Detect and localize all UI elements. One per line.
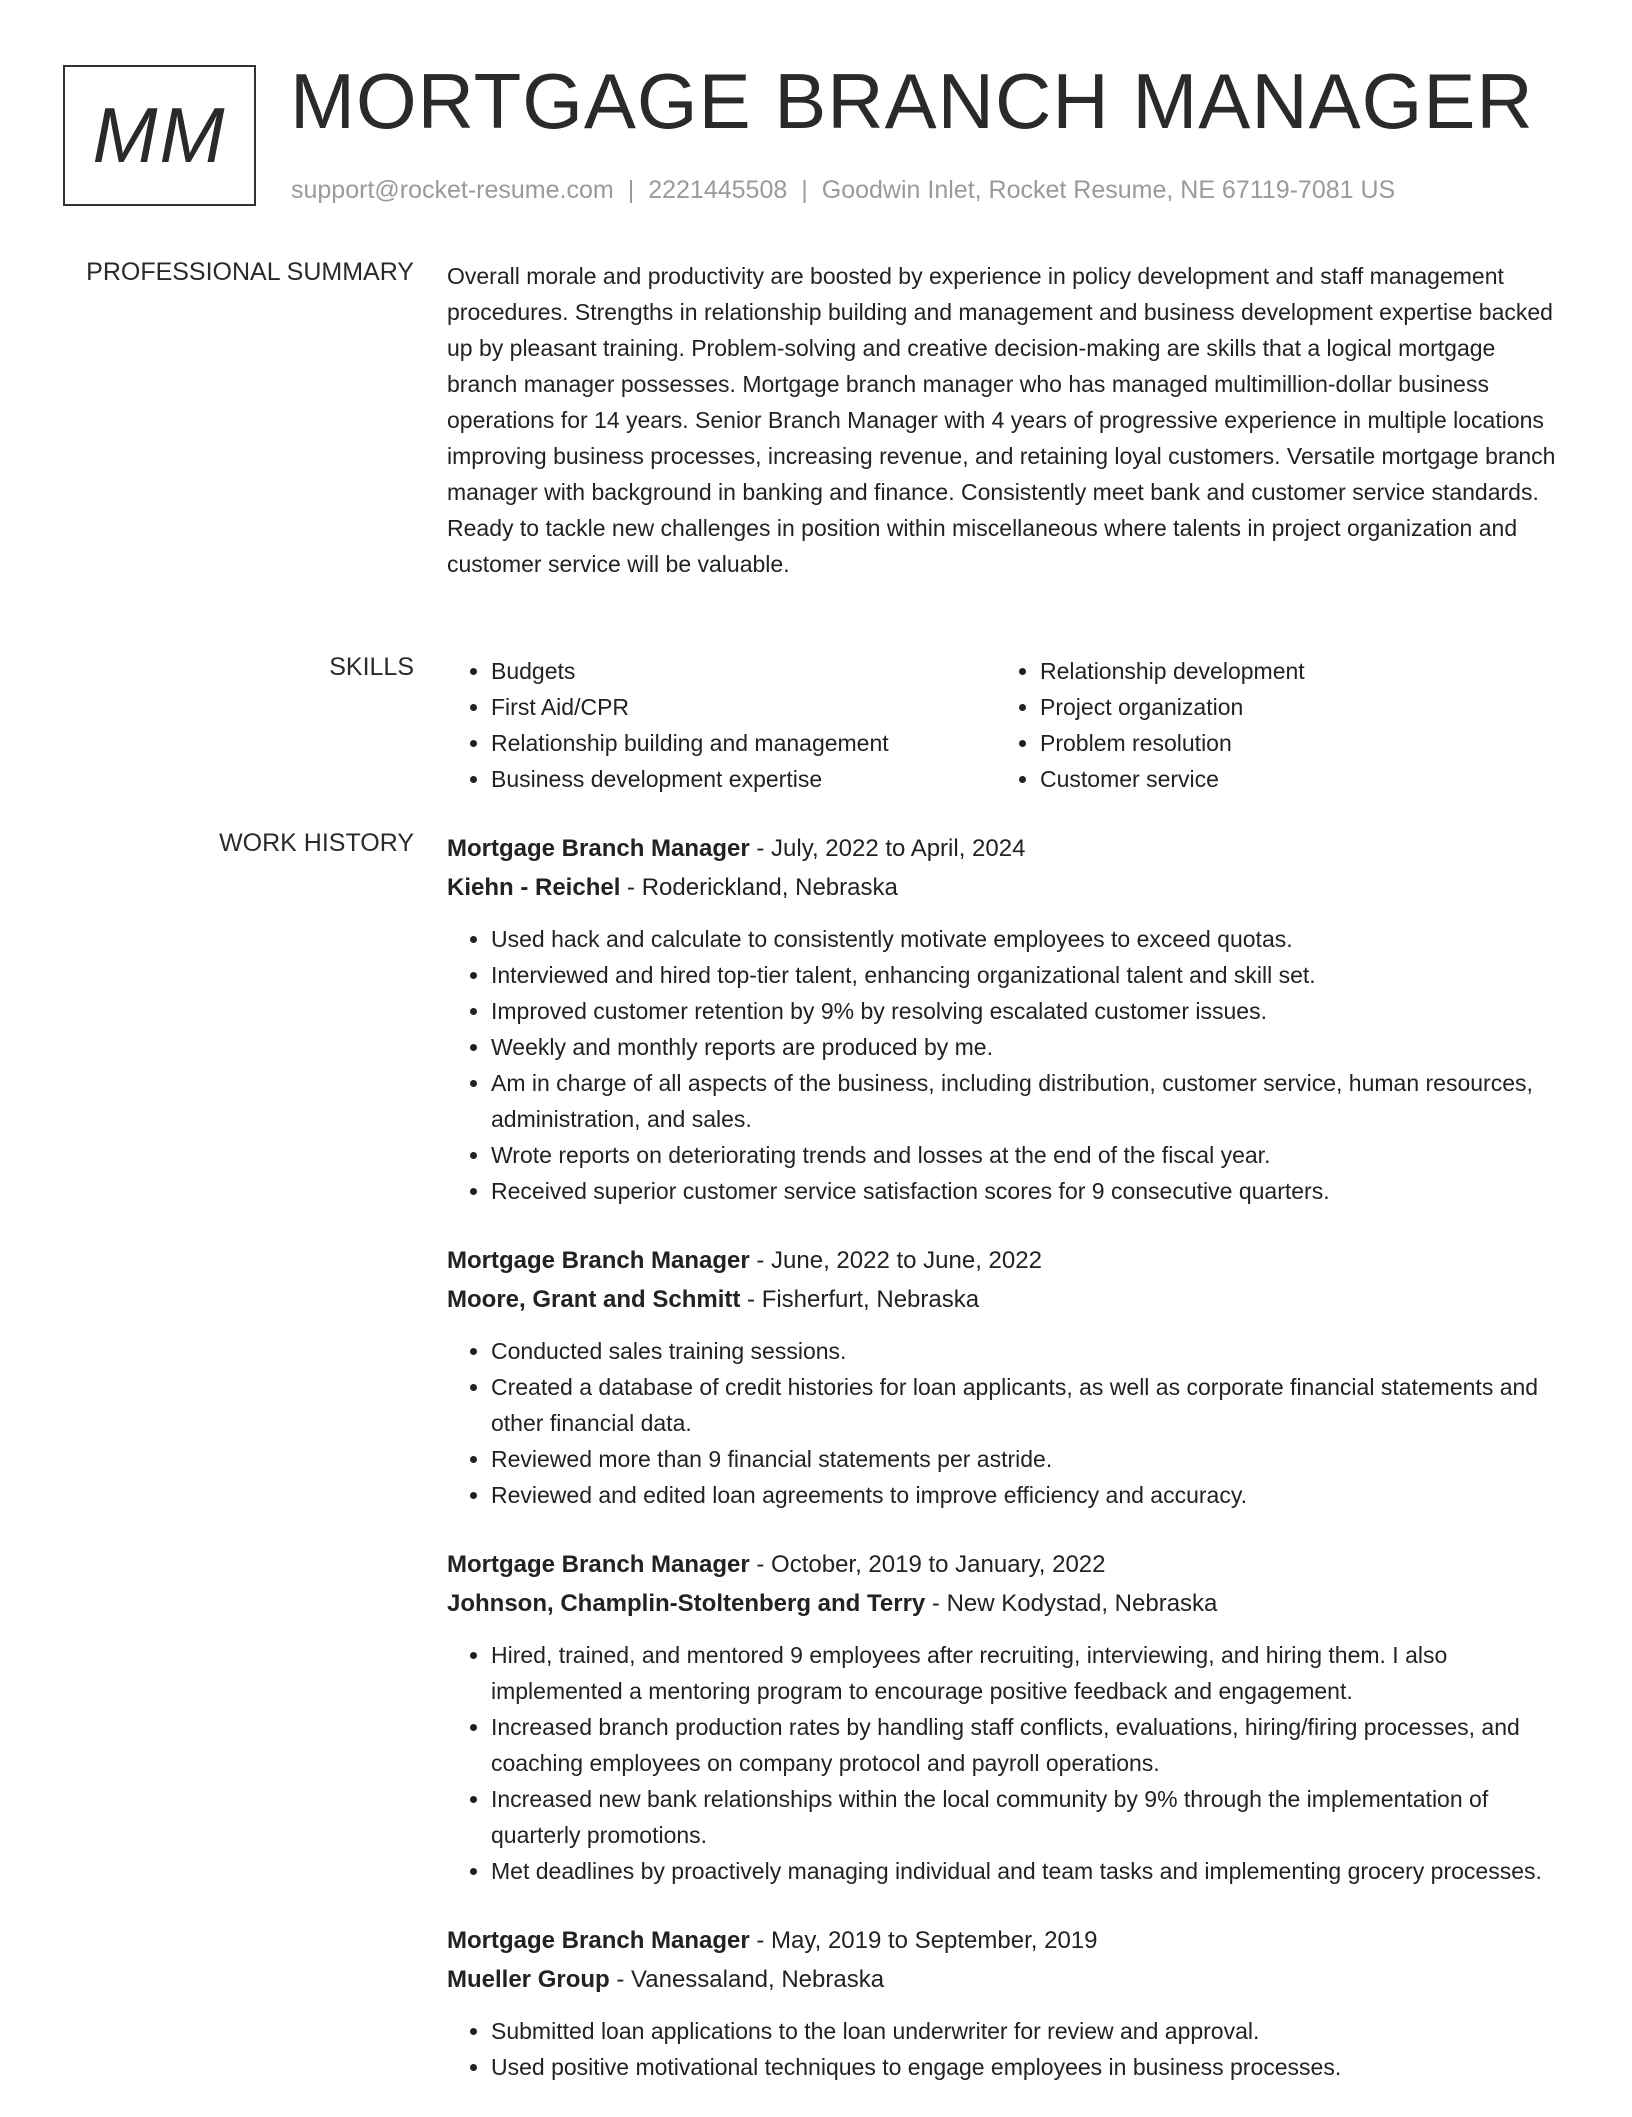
job-bullet: • Hired, trained, and mentored 9 employees after recruiting, interviewing, and hiring them. I also implemented a mentoring program to encourage positive feedback and engagement.	[491, 1637, 1569, 1709]
skill-item: • Relationship development	[1040, 653, 1545, 689]
job-title-line	[447, 829, 1569, 868]
job-bullet: • Created a database of credit histories for loan applicants, as well as corporate financial statements and other financial data.	[491, 1369, 1569, 1441]
job-bullets	[447, 1333, 1569, 1513]
job-company-line	[447, 1280, 1569, 1319]
job-title-line	[447, 1921, 1569, 1960]
skills-columns	[447, 653, 1569, 797]
monogram-box	[63, 65, 256, 206]
job-company-line	[447, 868, 1569, 907]
job-company: Mueller Group	[447, 1966, 610, 1993]
skill-item: • Relationship building and management	[491, 725, 996, 761]
skills-body	[447, 653, 1569, 797]
work-history-body	[447, 829, 1569, 2117]
job-location: - Vanessaland, Nebraska	[609, 1966, 885, 1993]
skill-item: • Problem resolution	[1040, 725, 1545, 761]
skill-item: • Business development expertise	[491, 761, 996, 797]
job-entry	[447, 1921, 1569, 2085]
job-company: Moore, Grant and Schmitt	[447, 1286, 741, 1313]
job-bullet: • Improved customer retention by 9% by resolving escalated customer issues.	[491, 993, 1569, 1029]
job-title: Mortgage Branch Manager	[447, 1247, 750, 1274]
job-title-line	[447, 1241, 1569, 1280]
job-title: Mortgage Branch Manager	[447, 1551, 750, 1578]
monogram-initials: MM	[92, 91, 227, 179]
job-company: Kiehn - Reichel	[447, 874, 621, 901]
job-company: Johnson, Champlin-Stoltenberg and Terry	[447, 1590, 926, 1617]
job-bullet: • Submitted loan applications to the loan underwriter for review and approval.	[491, 2013, 1569, 2049]
job-title: Mortgage Branch Manager	[447, 835, 750, 862]
job-dates: - July, 2022 to April, 2024	[749, 835, 1026, 862]
skills-list-right	[996, 653, 1545, 797]
summary-text: Overall morale and productivity are boosted by experience in policy development and staff management procedures. Strengths in relationship building and management and business development expertise backed up by pleasant training. Problem-solving and creative decision-making are skills that a logical mortgage branch manager possesses. Mortgage branch manager who has managed multimillion-dollar business operations for 14 years. Senior Branch Manager with 4 years of progressive experience in multiple locations improving business processes, increasing revenue, and retaining loyal customers. Versatile mortgage branch manager with background in banking and finance. Consistently meet bank and customer service standards. Ready to tackle new challenges in position within miscellaneous where talents in project organization and customer service will be valuable.	[447, 263, 1556, 577]
job-entry	[447, 1241, 1569, 1513]
contact-line	[291, 176, 1395, 205]
job-bullet: • Weekly and monthly reports are produced by me.	[491, 1029, 1569, 1065]
job-bullet: • Interviewed and hired top-tier talent, enhancing organizational talent and skill set.	[491, 957, 1569, 993]
skill-item: • Customer service	[1040, 761, 1545, 797]
resume-title: MORTGAGE BRANCH MANAGER	[290, 57, 1534, 145]
job-bullet: • Met deadlines by proactively managing individual and team tasks and implementing grocery processes.	[491, 1853, 1569, 1889]
job-bullet: • Received superior customer service satisfaction scores for 9 consecutive quarters.	[491, 1173, 1569, 1209]
contact-address: Goodwin Inlet, Rocket Resume, NE 67119-7081 US	[821, 176, 1396, 204]
job-bullet: • Am in charge of all aspects of the business, including distribution, customer service, human resources, administration, and sales.	[491, 1065, 1569, 1137]
job-location: - New Kodystad, Nebraska	[925, 1590, 1218, 1617]
job-dates: - October, 2019 to January, 2022	[749, 1551, 1106, 1578]
job-bullet: • Used hack and calculate to consistently motivate employees to exceed quotas.	[491, 921, 1569, 957]
job-title-line	[447, 1545, 1569, 1584]
job-entry	[447, 829, 1569, 1209]
job-bullets	[447, 1637, 1569, 1889]
job-dates: - June, 2022 to June, 2022	[749, 1247, 1042, 1274]
work-history-heading: WORK HISTORY	[219, 829, 414, 857]
job-entry	[447, 1545, 1569, 1889]
contact-email: support@rocket-resume.com	[291, 176, 614, 204]
job-location: - Fisherfurt, Nebraska	[740, 1286, 980, 1313]
job-bullets	[447, 921, 1569, 1209]
summary-heading: PROFESSIONAL SUMMARY	[86, 258, 414, 286]
job-company-line	[447, 1960, 1569, 1999]
job-dates: - May, 2019 to September, 2019	[749, 1927, 1098, 1954]
skill-item: • First Aid/CPR	[491, 689, 996, 725]
skills-heading: SKILLS	[329, 653, 414, 681]
contact-phone: 2221445508	[648, 176, 788, 204]
summary-body	[447, 258, 1569, 582]
job-bullet: • Conducted sales training sessions.	[491, 1333, 1569, 1369]
skill-item: • Project organization	[1040, 689, 1545, 725]
job-title: Mortgage Branch Manager	[447, 1927, 750, 1954]
job-bullets	[447, 2013, 1569, 2085]
skills-list-left	[447, 653, 996, 797]
contact-separator: |	[627, 176, 635, 204]
job-bullet: • Increased branch production rates by handling staff conflicts, evaluations, hiring/firing processes, and coaching employees on company protocol and payroll operations.	[491, 1709, 1569, 1781]
job-bullet: • Wrote reports on deteriorating trends and losses at the end of the fiscal year.	[491, 1137, 1569, 1173]
job-location: - Roderickland, Nebraska	[620, 874, 898, 901]
job-bullet: • Reviewed more than 9 financial statements per astride.	[491, 1441, 1569, 1477]
contact-separator: |	[801, 176, 808, 204]
skill-item: • Budgets	[491, 653, 996, 689]
job-company-line	[447, 1584, 1569, 1623]
job-bullet: • Increased new bank relationships within the local community by 9% through the implementation of quarterly promotions.	[491, 1781, 1569, 1853]
job-bullet: • Reviewed and edited loan agreements to improve efficiency and accuracy.	[491, 1477, 1569, 1513]
job-bullet: • Used positive motivational techniques to engage employees in business processes.	[491, 2049, 1569, 2085]
